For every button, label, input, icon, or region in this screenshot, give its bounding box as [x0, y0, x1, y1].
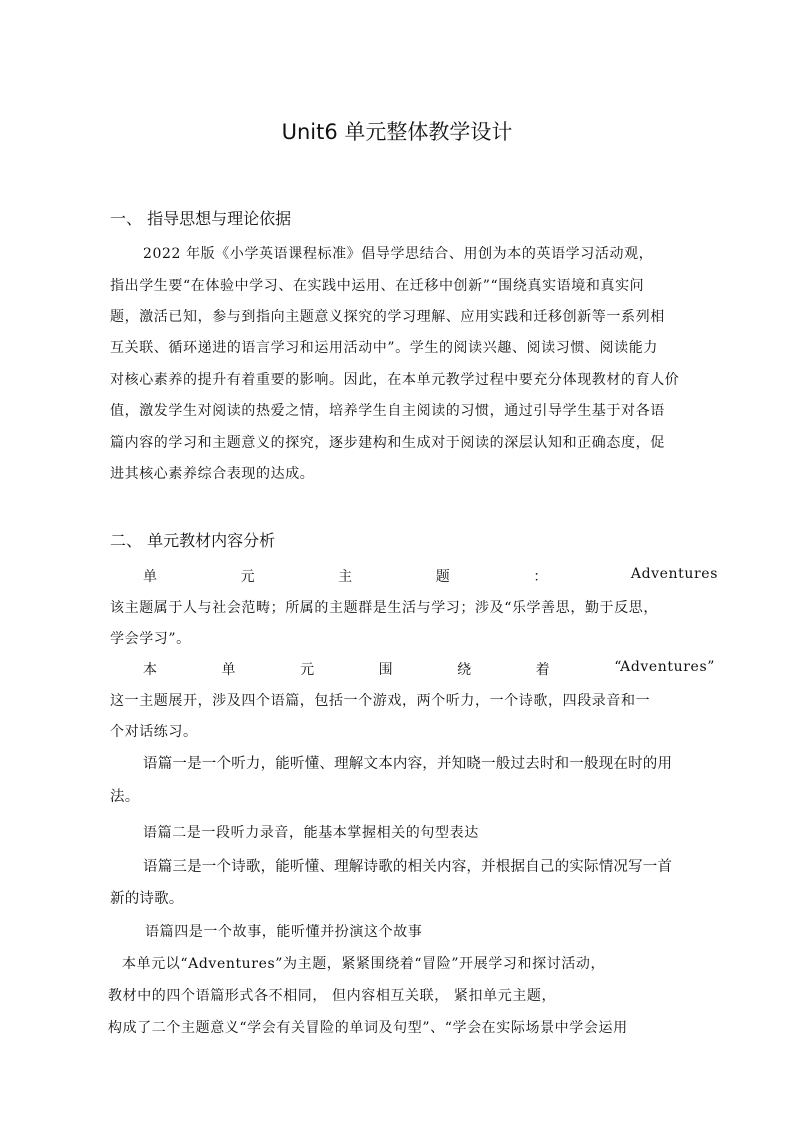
- section1-line-8: 进其核心素养综合表现的达成。: [110, 466, 315, 482]
- theme-value: Adventures: [630, 566, 718, 582]
- around-value: “Adventures”: [614, 659, 715, 675]
- theme-char: 题: [435, 569, 451, 585]
- section1-line-4: 互关联、循环递进的语言学习和运用活动中”。学生的阅读兴趣、阅读习惯、阅读能力: [110, 340, 658, 356]
- summary-line-1: 本单元以“Adventures”为主题，紧紧围绕着“冒险”开展学习和探讨活动，: [122, 956, 606, 972]
- section1-line-6: 值，激发学生对阅读的热爱之情，培养学生自主阅读的习惯，通过引导学生基于对各语: [110, 403, 665, 419]
- passage1-line-2: 法。: [110, 789, 140, 805]
- around-desc-line-1: 这一主题展开，涉及四个语篇，包括一个游戏，两个听力，一个诗歌，四段录音和一: [110, 693, 651, 709]
- passage4-line: 语篇四是一个故事，能听懂并扮演这个故事: [145, 924, 423, 940]
- theme-desc-line-2: 学会学习”。: [110, 631, 191, 647]
- summary-line-2: 教材中的四个语篇形式各不相同， 但内容相互关联， 紧扣单元主题，: [108, 988, 557, 1004]
- around-line: [143, 659, 715, 679]
- around-desc-line-2: 个对话练习。: [110, 724, 198, 740]
- theme-char: 元: [240, 569, 256, 585]
- theme-desc-line-1: 该主题属于人与社会范畴；所属的主题群是生活与学习；涉及“乐学善思，勤于反思，: [110, 600, 658, 616]
- passage1-line-1: 语篇一是一个听力，能听懂、理解文本内容，并知晓一般过去时和一般现在时的用: [143, 756, 673, 772]
- theme-char: 主: [338, 569, 353, 585]
- theme-char: 单: [143, 569, 158, 585]
- passage3-line-1: 语篇三是一个诗歌，能听懂、理解诗歌的相关内容，并根据自己的实际情况写一首: [143, 859, 673, 875]
- section1-heading: 一、 指导思想与理论依据: [110, 209, 292, 228]
- section2-heading: 二、 单元教材内容分析: [110, 531, 276, 550]
- section1-line-3: 题，激活已知，参与到指向主题意义探究的学习理解、应用实践和迁移创新等一系列相: [110, 309, 665, 325]
- theme-line: [143, 566, 718, 586]
- summary-line-3: 构成了二个主题意义“学会有关冒险的单词及句型”、“学会在实际场景中学会运用: [108, 1020, 628, 1036]
- around-char: 单: [221, 662, 237, 678]
- section1-line-2: 指出学生要“在体验中学习、在实践中运用、在迁移中创新”“围绕真实语境和真实问: [110, 278, 645, 294]
- around-char: 本: [143, 662, 158, 678]
- page-title: Unit6 单元整体教学设计: [281, 120, 513, 144]
- around-char: 绕: [457, 662, 472, 678]
- section1-line-5: 对核心素养的提升有着重要的影响。因此，在本单元教学过程中要充分体现教材的育人价: [110, 372, 680, 388]
- theme-char: ：: [533, 569, 548, 585]
- section1-line-7: 篇内容的学习和主题意义的探究，逐步建构和生成对于阅读的深层认知和正确态度，促: [110, 435, 665, 451]
- section1-line-1: 2022 年版《小学英语课程标准》倡导学思结合、用创为本的英语学习活动观，: [143, 246, 654, 262]
- around-char: 元: [300, 662, 315, 678]
- passage2-line: 语篇二是一段听力录音，能基本掌握相关的句型表达: [143, 825, 479, 841]
- around-char: 围: [378, 662, 394, 678]
- around-char: 着: [535, 662, 551, 678]
- passage3-line-2: 新的诗歌。: [110, 891, 184, 907]
